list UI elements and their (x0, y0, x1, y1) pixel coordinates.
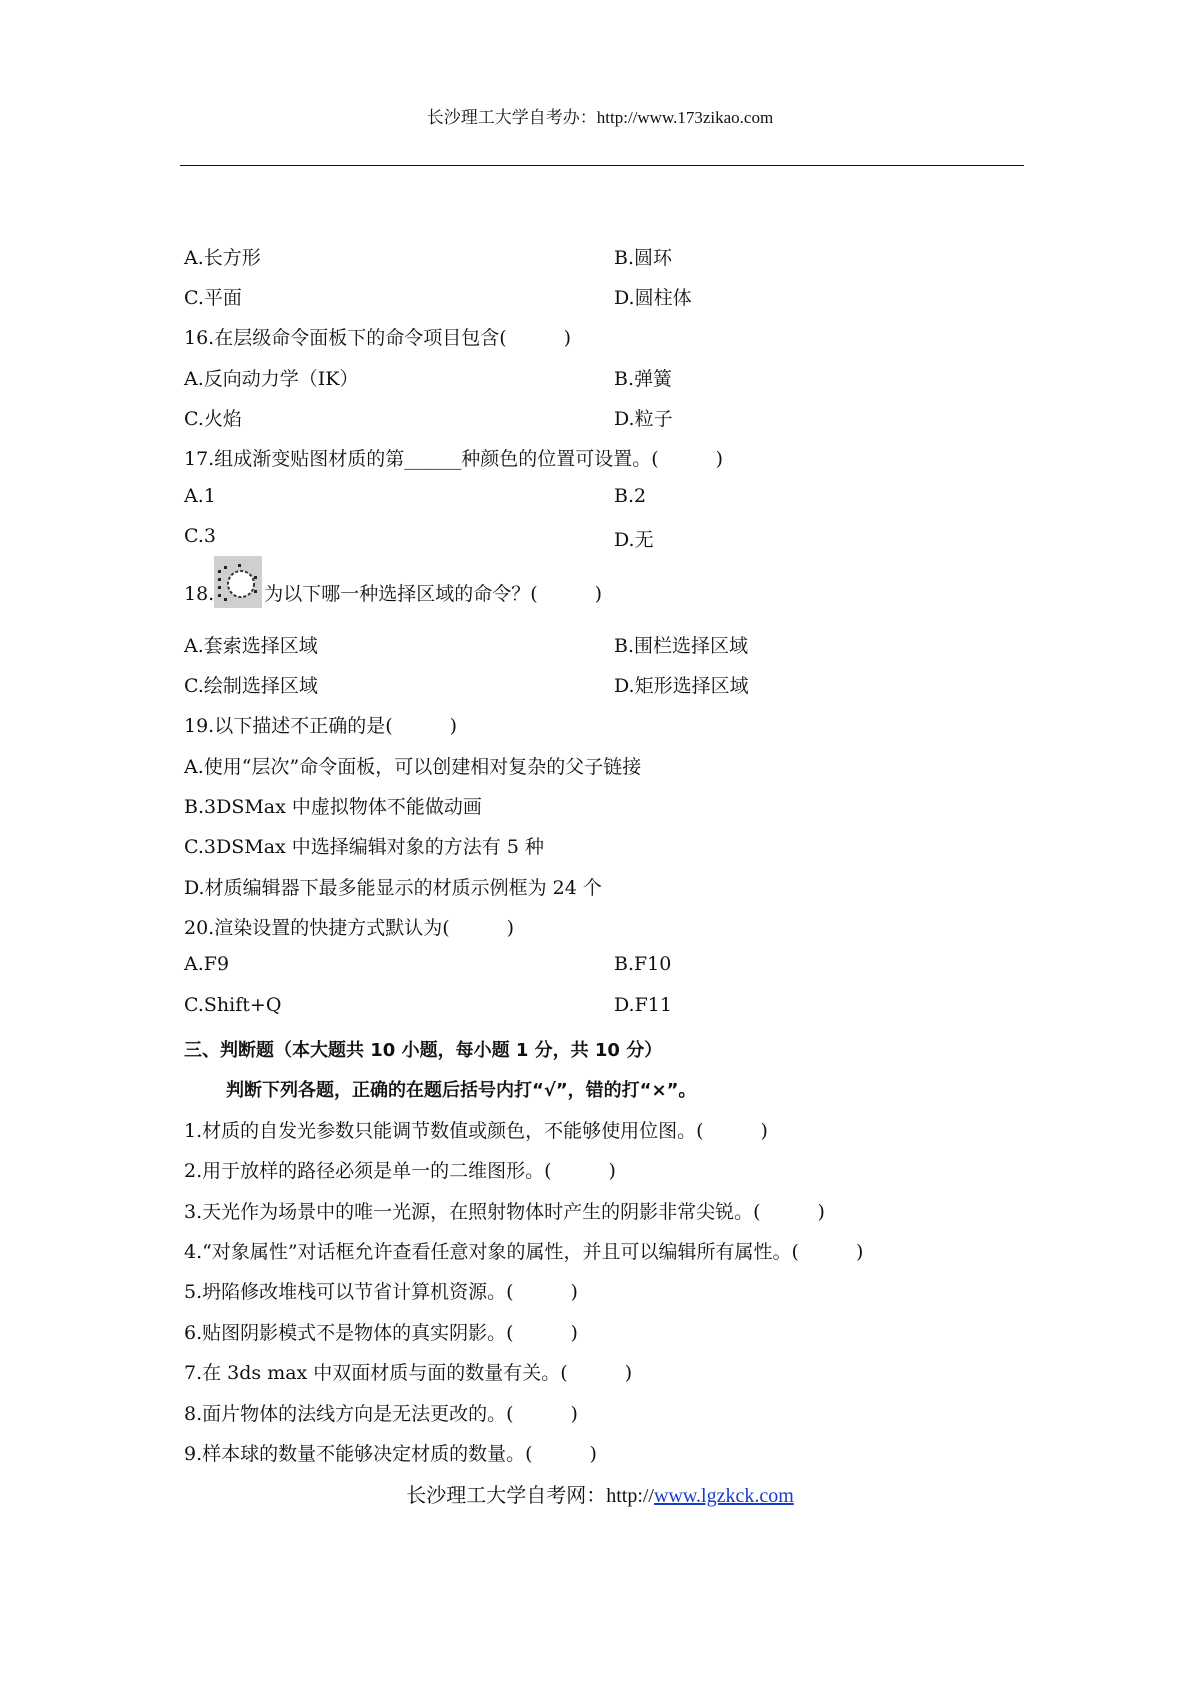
footer-link[interactable]: www.lgzkck.com (654, 1485, 794, 1507)
q15-option-b: B.圆环 (614, 247, 673, 269)
q17-option-b: B.2 (614, 485, 647, 507)
judgment-item-8: 8.面片物体的法线方向是无法更改的。( ) (184, 1403, 578, 1425)
q17-option-d: D.无 (614, 529, 654, 551)
q18-number: 18. (184, 583, 215, 605)
judgment-item-4: 4.“对象属性”对话框允许查看任意对象的属性，并且可以编辑所有属性。( ) (184, 1241, 864, 1263)
q20-stem: 20.渲染设置的快捷方式默认为( ) (184, 917, 515, 939)
q20-option-a: A.F9 (184, 953, 230, 975)
q18-stem (184, 556, 602, 608)
judgment-item-3: 3.天光作为场景中的唯一光源，在照射物体时产生的阴影非常尖锐。( ) (184, 1201, 825, 1223)
q16-option-d: D.粒子 (614, 408, 673, 430)
q19-option-d: D.材质编辑器下最多能显示的材质示例框为 24 个 (184, 877, 602, 899)
q20-option-b: B.F10 (614, 953, 672, 975)
footer-prefix: 长沙理工大学自考网：http:// (406, 1485, 654, 1507)
page-header: 长沙理工大学自考办：http://www.173zikao.com (426, 108, 774, 127)
q19-option-b: B.3DSMax 中虚拟物体不能做动画 (184, 796, 482, 818)
circular-selection-region-icon (214, 556, 262, 608)
q18-option-c: C.绘制选择区域 (184, 675, 318, 697)
judgment-item-5: 5.坍陷修改堆栈可以节省计算机资源。( ) (184, 1281, 578, 1303)
q20-option-d: D.F11 (614, 994, 672, 1016)
q16-stem: 16.在层级命令面板下的命令项目包含( ) (184, 327, 572, 349)
q19-stem: 19.以下描述不正确的是( ) (184, 715, 458, 737)
judgment-item-2: 2.用于放样的路径必须是单一的二维图形。( ) (184, 1160, 616, 1182)
page-footer (0, 1479, 1200, 1508)
judgment-item-9: 9.样本球的数量不能够决定材质的数量。( ) (184, 1443, 597, 1465)
q18-option-d: D.矩形选择区域 (614, 675, 749, 697)
q19-option-c: C.3DSMax 中选择编辑对象的方法有 5 种 (184, 836, 544, 858)
q16-option-b: B.弹簧 (614, 368, 673, 390)
section3-title: 三、判断题（本大题共 10 小题，每小题 1 分，共 10 分） (184, 1040, 663, 1061)
q19-option-a: A.使用“层次”命令面板，可以创建相对复杂的父子链接 (184, 756, 642, 778)
q18-stem-text: 为以下哪一种选择区域的命令？( ) (264, 583, 603, 605)
q17-option-c: C.3 (184, 525, 216, 547)
q17-stem: 17.组成渐变贴图材质的第______种颜色的位置可设置。( ) (184, 448, 724, 470)
q16-option-a: A.反向动力学（IK） (184, 368, 359, 390)
q15-option-a: A.长方形 (184, 247, 261, 269)
q18-option-a: A.套索选择区域 (184, 635, 318, 657)
q18-option-b: B.围栏选择区域 (614, 635, 749, 657)
q15-option-d: D.圆柱体 (614, 287, 692, 309)
q20-option-c: C.Shift+Q (184, 994, 282, 1016)
header-rule (180, 165, 1024, 166)
section3-instruction: 判断下列各题，正确的在题后括号内打“√”，错的打“×”。 (226, 1080, 697, 1101)
q16-option-c: C.火焰 (184, 408, 242, 430)
judgment-item-7: 7.在 3ds max 中双面材质与面的数量有关。( ) (184, 1362, 633, 1384)
judgment-item-1: 1.材质的自发光参数只能调节数值或颜色，不能够使用位图。( ) (184, 1120, 768, 1142)
q15-option-c: C.平面 (184, 287, 242, 309)
q17-option-a: A.1 (184, 485, 216, 507)
judgment-item-6: 6.贴图阴影模式不是物体的真实阴影。( ) (184, 1322, 578, 1344)
